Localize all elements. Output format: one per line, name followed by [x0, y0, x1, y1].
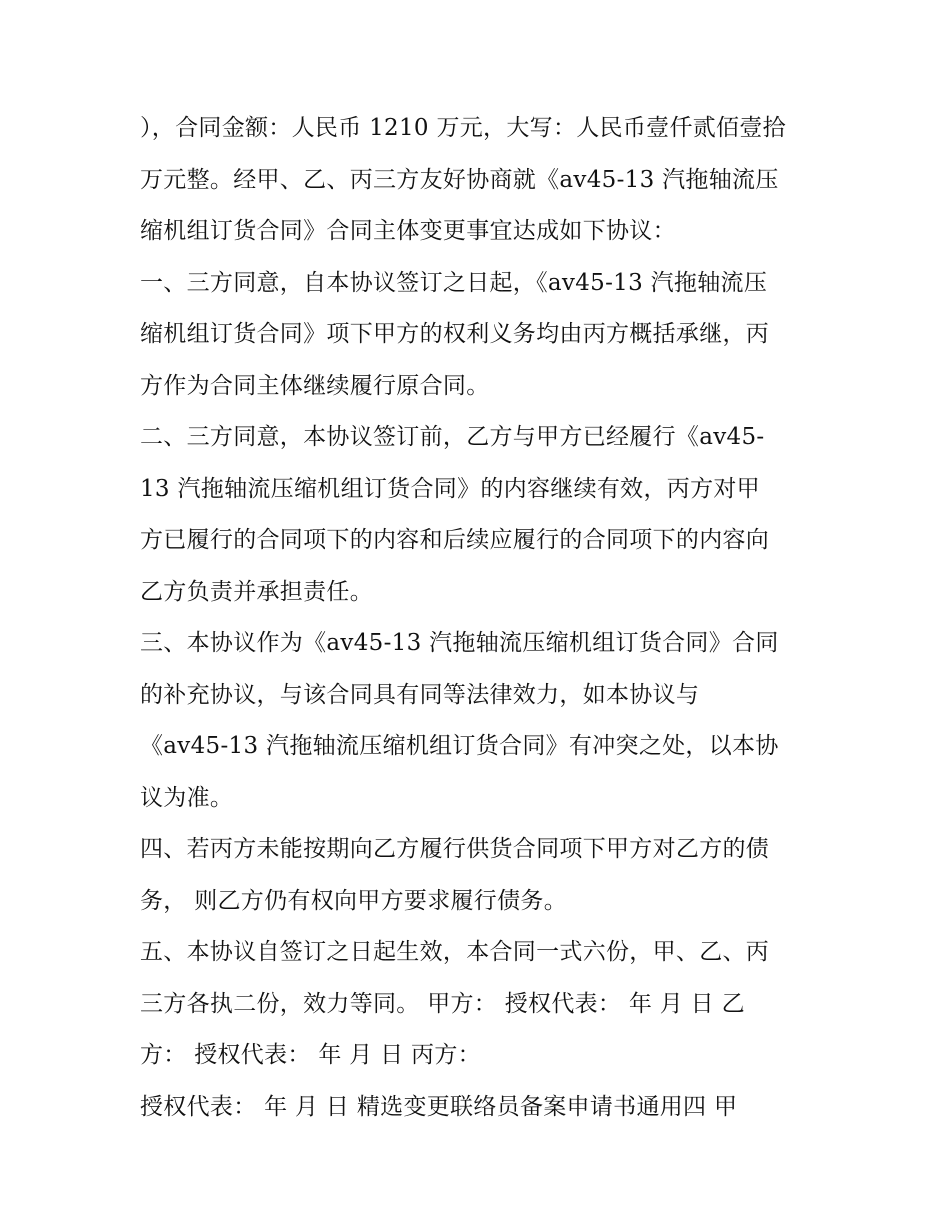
text-line: ），合同金额：人民币 1210 万元，大写：人民币壹仟贰佰壹拾 — [140, 115, 786, 141]
text-line: 五、本协议自签订之日起生效，本合同一式六份，甲、乙、丙 — [140, 939, 770, 965]
text-line: 一、三方同意，自本协议签订之日起，《av45-13 汽拖轴流压 — [140, 269, 768, 296]
text-line: 方： 授权代表： 年 月 日 丙方： — [140, 1042, 481, 1068]
text-line: 二、三方同意，本协议签订前，乙方与甲方已经履行《av45- — [140, 424, 765, 450]
text-line: 方已履行的合同项下的内容和后续应履行的合同项下的内容向 — [140, 527, 770, 553]
text-line: 《av45-13 汽拖轴流压缩机组订货合同》有冲突之处，以本协 — [140, 733, 779, 759]
document-body — [140, 103, 820, 1133]
text-line: 乙方负责并承担责任。 — [140, 578, 373, 605]
text-line: 的补充协议，与该合同具有同等法律效力，如本协议与 — [140, 681, 700, 708]
text-line: 四、若丙方未能按期向乙方履行供货合同项下甲方对乙方的债 — [140, 836, 770, 862]
text-line: 缩机组订货合同》项下甲方的权利义务均由丙方概括承继，丙 — [140, 321, 770, 347]
text-line: 方作为合同主体继续履行原合同。 — [140, 372, 490, 399]
text-line: 万元整。经甲、乙、丙三方友好协商就《av45-13 汽拖轴流压 — [140, 166, 779, 193]
text-line: 务， 则乙方仍有权向甲方要求履行债务。 — [140, 887, 568, 914]
text-line: 三、本协议作为《av45-13 汽拖轴流压缩机组订货合同》合同 — [140, 630, 779, 656]
text-line: 授权代表： 年 月 日 精选变更联络员备案申请书通用四 甲 — [140, 1093, 738, 1120]
text-line: 13 汽拖轴流压缩机组订货合同》的内容继续有效，丙方对甲 — [140, 475, 760, 502]
text-line: 缩机组订货合同》合同主体变更事宜达成如下协议： — [140, 218, 676, 244]
text-line: 议为准。 — [140, 784, 234, 811]
text-line: 三方各执二份，效力等同。 甲方： 授权代表： 年 月 日 乙 — [140, 990, 745, 1017]
